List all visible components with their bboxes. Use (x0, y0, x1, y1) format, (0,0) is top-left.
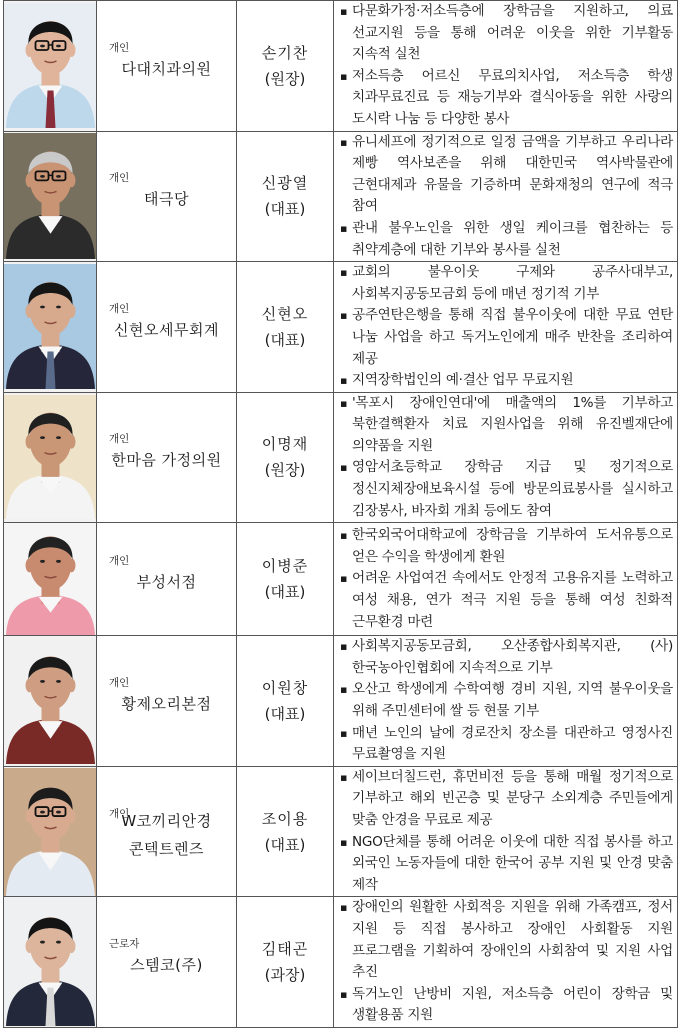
description-item: ▪ 장애인의 원활한 사회적응 지원을 위해 가족캠프, 정서 지원 등 직접 봉사하고 장애인 사회활동 지원 프로그램을 기획하여 장애인의 사회참여 및 지원 사업 추진 (340, 897, 673, 983)
organization-cell (97, 1, 237, 132)
photo-frame (4, 395, 96, 519)
table-row (4, 523, 678, 636)
person-name: 손기찬 (261, 43, 309, 62)
description-cell (334, 392, 678, 523)
description-item: ▪ 유니세프에 정기적으로 일정 금액을 기부하고 우리나라 제빵 역사보존을 위해 대한민국 역사박물관에 근현대제과 유물을 기증하며 문화재청의 연구에 적극 참여 (340, 132, 673, 218)
person-title: (대표) (264, 835, 306, 854)
person-title: (원장) (264, 461, 306, 480)
description-item: ▪ 매년 노인의 날에 경로잔치 장소를 대관하고 영정사진 무료촬영을 지원 (340, 723, 673, 766)
description-item: ▪ 영암서초등학교 장학금 지급 및 정기적으로 정신지체장애보육시설 등에 방문의료봉사를 실시하고 김장봉사, 바자회 개최 등에도 참여 (340, 457, 673, 522)
organization-name (122, 49, 212, 83)
organization-name (121, 801, 211, 863)
person-cell (237, 262, 334, 393)
category-label: 개인 (109, 677, 130, 690)
photo-frame (4, 898, 96, 1026)
description-list (334, 636, 677, 766)
category-label: 근로자 (109, 938, 140, 951)
person-cell (237, 1, 334, 132)
organization-cell (97, 766, 237, 897)
organization-wrap (97, 395, 236, 519)
person-name: 조이용 (261, 809, 309, 828)
photo-cell (4, 636, 97, 767)
person-cell (237, 131, 334, 262)
portrait-image (4, 768, 96, 896)
person-name: 이명재 (261, 435, 309, 454)
category-label: 개인 (109, 555, 130, 568)
person-name: 김태곤 (261, 940, 309, 959)
category-label: 개인 (109, 41, 130, 54)
person-name: 신현오 (261, 304, 309, 323)
organization-name (137, 562, 197, 596)
category-label: 개인 (109, 807, 130, 820)
organization-name-line: 태극당 (144, 190, 189, 209)
organization-cell (97, 897, 237, 1028)
organization-cell (97, 131, 237, 262)
description-item: ▪ 한국외국어대학교에 장학금을 기부하여 도서유통으로 얻은 수익을 학생에게 환원 (340, 525, 673, 568)
photo-frame (4, 3, 96, 128)
description-list (334, 897, 677, 1027)
description-item: ▪ 저소득층 어르신 무료의치사업, 저소득층 학생 치과무료진료 등 재능기부와 결식아동을 위한 사랑의 도시락 나눔 등 다양한 봉사 (340, 66, 673, 131)
description-item: ▪ 관내 불우노인을 위한 생일 케이크를 협찬하는 등 취약계층에 대한 기부와 봉사를 실천 (340, 218, 673, 261)
organization-name-line: 한마음 가정의원 (111, 451, 222, 470)
portrait-image (4, 3, 96, 128)
portrait-image (4, 898, 96, 1026)
organization-name (130, 945, 203, 979)
organization-name-line: 콘텍트렌즈 (129, 839, 204, 858)
person-name: 이병준 (261, 557, 309, 576)
organization-wrap (97, 523, 236, 635)
description-item: ▪ 오산고 학생에게 수학여행 경비 지원, 지역 불우이웃을 위해 주민센터에 쌀 등 현물 기부 (340, 679, 673, 722)
description-list (334, 1, 677, 131)
table-row (4, 636, 678, 767)
organization-name-line: 신현오세무회계 (114, 320, 219, 339)
description-item: ▪ 공주연탄은행을 통해 직접 불우이웃에 대한 무료 연탄 나눔 사업을 하고 독거노인에게 매주 반찬을 조리하여 제공 (340, 305, 673, 370)
organization-wrap (97, 3, 236, 128)
person-cell (237, 523, 334, 636)
person-cell (237, 636, 334, 767)
portrait-image (4, 395, 96, 519)
photo-cell (4, 392, 97, 523)
table-row (4, 1, 678, 132)
description-cell (334, 766, 678, 897)
organization-cell (97, 392, 237, 523)
organization-cell (97, 523, 237, 636)
person-title: (대표) (264, 330, 306, 349)
photo-frame (4, 523, 96, 635)
description-list (334, 525, 677, 633)
description-item: ▪ 사회복지공동모금회, 오산종합사회복지관, (사)한국농아인협회에 지속적으로 기부 (340, 636, 673, 679)
organization-name (122, 684, 212, 718)
description-item: ▪ 교회의 불우이웃 구제와 공주사대부고, 사회복지공동모금회 등에 매년 정기적 기부 (340, 262, 673, 305)
description-cell (334, 262, 678, 393)
category-label: 개인 (109, 433, 130, 446)
table-row (4, 131, 678, 262)
table-row (4, 766, 678, 897)
photo-cell (4, 1, 97, 132)
person-title: (원장) (264, 69, 306, 88)
photo-cell (4, 766, 97, 897)
category-label: 개인 (109, 302, 130, 315)
organization-wrap (97, 898, 236, 1026)
portrait-image (4, 523, 96, 635)
description-list (334, 767, 677, 897)
table-row (4, 897, 678, 1028)
description-cell (334, 897, 678, 1028)
person-cell (237, 897, 334, 1028)
photo-cell (4, 523, 97, 636)
organization-name (114, 310, 219, 344)
organization-name-line: 부성서점 (136, 573, 197, 592)
organization-wrap (97, 768, 236, 896)
organization-cell (97, 262, 237, 393)
category-label: 개인 (109, 172, 130, 185)
description-item: ▪ 다문화가정·저소득층에 장학금을 지원하고, 의료 선교지원 등을 통해 어려운 이웃을 위한 기부활동 지속적 실천 (340, 1, 673, 66)
organization-name-line: 스템코(주) (130, 956, 203, 975)
person-title: (과장) (264, 966, 306, 985)
person-cell (237, 766, 334, 897)
description-item: ▪ 독거노인 난방비 지원, 저소득층 어린이 장학금 및 생활용품 지원 (340, 984, 673, 1027)
photo-cell (4, 897, 97, 1028)
person-title: (대표) (264, 705, 306, 724)
description-cell (334, 131, 678, 262)
organization-wrap (97, 264, 236, 389)
person-title: (대표) (264, 583, 306, 602)
organization-wrap (97, 133, 236, 259)
description-list (334, 132, 677, 262)
description-cell (334, 636, 678, 767)
photo-frame (4, 638, 96, 764)
person-cell (237, 392, 334, 523)
awardee-table (3, 0, 678, 1028)
photo-cell (4, 262, 97, 393)
description-list (334, 262, 677, 392)
portrait-image (4, 264, 96, 389)
description-cell (334, 1, 678, 132)
description-item: ▪ 어려운 사업여건 속에서도 안정적 고용유지를 노력하고 여성 채용, 연가 적극 지원 등을 통해 여성 친화적 근무환경 마련 (340, 568, 673, 633)
photo-frame (4, 768, 96, 896)
table-row (4, 262, 678, 393)
description-list (334, 393, 677, 523)
organization-name (144, 179, 189, 213)
person-title: (대표) (264, 200, 306, 219)
person-name: 이원창 (261, 679, 309, 698)
photo-cell (4, 131, 97, 262)
description-cell (334, 523, 678, 636)
organization-name-line: W코끼리안경 (121, 811, 212, 830)
description-item: ▪ NGO단체를 통해 어려운 이웃에 대한 직접 봉사를 하고 외국인 노동자들에 대한 한국어 공부 지원 및 안경 맞춤 제작 (340, 832, 673, 897)
photo-frame (4, 264, 96, 389)
portrait-image (4, 638, 96, 764)
description-item: ▪ 세이브더칠드런, 휴먼비전 등을 통해 매월 정기적으로 기부하고 해외 빈곤층 및 분당구 소외계층 주민들에게 맞춤 안경을 무료로 제공 (340, 767, 673, 832)
description-item: ▪ '목포시 장애인연대'에 매출액의 1%를 기부하고 북한결핵환자 치료 지원사업을 위해 유진벨재단에 의약품을 지원 (340, 393, 673, 458)
organization-name-line: 황제오리본점 (121, 695, 212, 714)
organization-wrap (97, 638, 236, 764)
photo-frame (4, 133, 96, 259)
description-item: ▪ 지역장학법인의 예·결산 업무 무료지원 (340, 370, 673, 392)
person-name: 신광열 (261, 174, 309, 193)
portrait-image (4, 133, 96, 259)
organization-cell (97, 636, 237, 767)
table-row (4, 392, 678, 523)
organization-name-line: 다대치과의원 (121, 59, 212, 78)
